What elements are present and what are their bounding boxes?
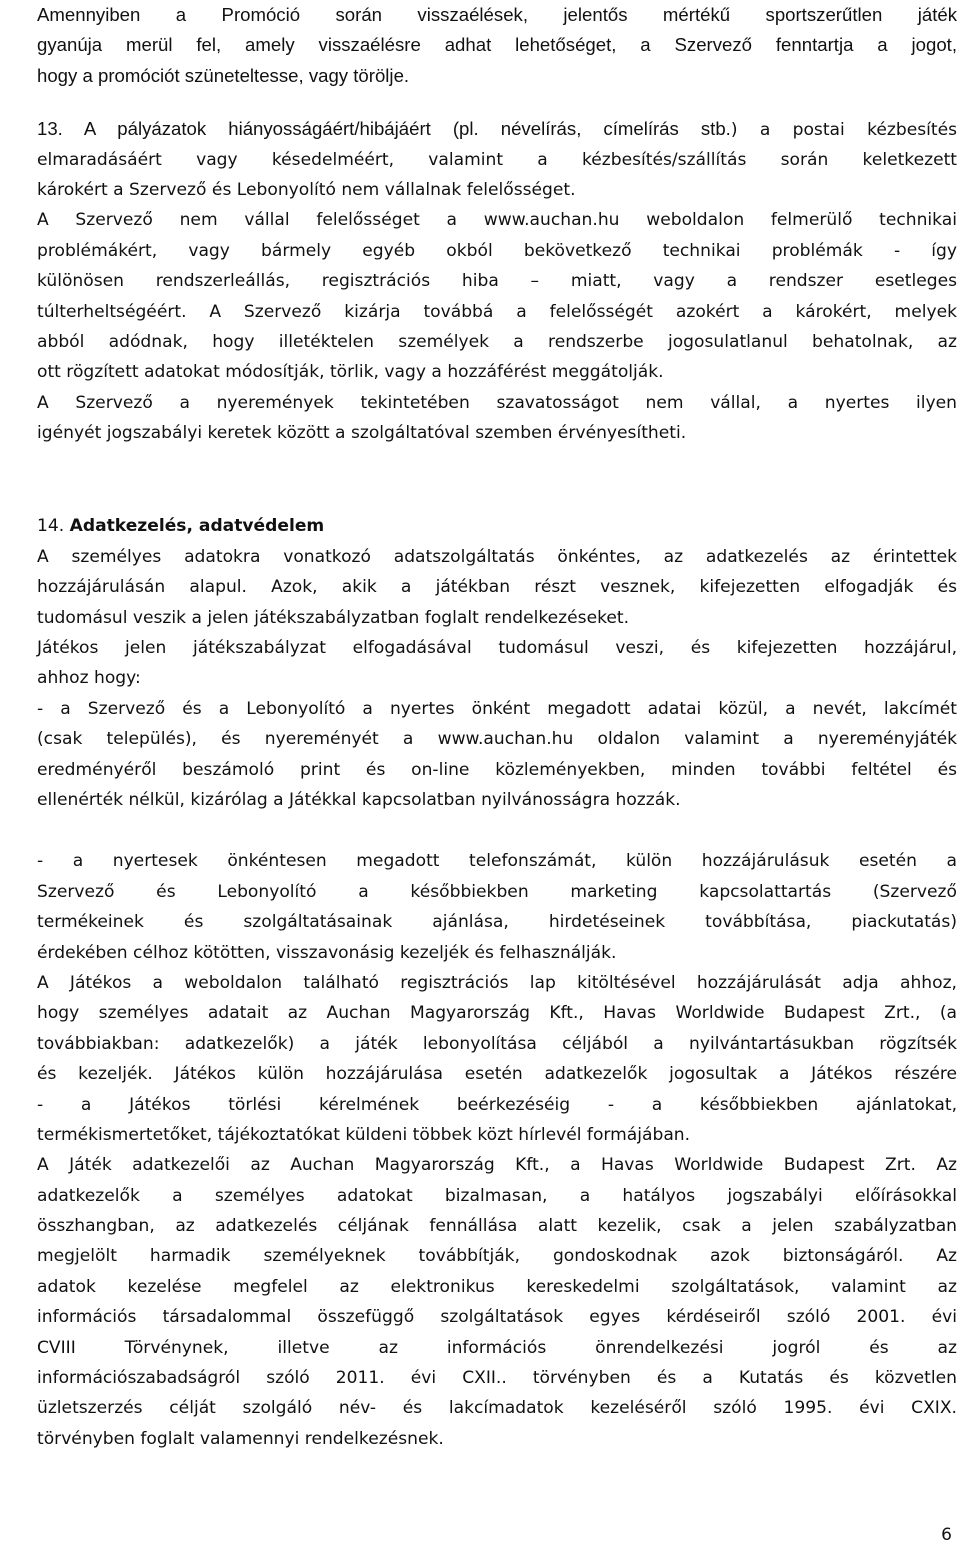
section-14-heading — [37, 511, 957, 541]
text-line: hogy a promóciót szüneteltesse, vagy törölje. — [37, 64, 410, 86]
text-line: tudomásul veszik a jelen játékszabályzatban foglalt rendelkezéseket. — [37, 607, 630, 628]
text-line: érdekében célhoz kötötten, visszavonásig kezeljék és felhasználják. — [37, 942, 617, 963]
text-line: A Játék adatkezelői az Auchan Magyarország Kft., a Havas Worldwide Budapest Zrt. Az — [37, 1155, 957, 1176]
text-line: ott rögzített adatokat módosítják, törlik, vagy a hozzáférést meggátolják. — [37, 362, 664, 383]
text-line: igényét jogszabályi keretek között a szolgáltatóval szemben érvényesítheti. — [37, 423, 687, 444]
text-line: gyanúja merül fel, amely visszaélésre adhat lehetőséget, a Szervező fenntartja a jogot, — [37, 34, 957, 56]
text-line: (csak település), és nyereményét a www.auchan.hu oldalon valamint a nyereményjáték — [37, 729, 957, 750]
paragraph-promotion-abuse — [37, 0, 957, 91]
text-line: adatkezelők a személyes adatokat bizalmasan, a hatályos jogszabályi előírásokkal — [37, 1185, 957, 1206]
text-line: hozzájárulásán alapul. Azok, akik a játékban részt vesznek, kifejezetten elfogadják és — [37, 577, 957, 598]
text-line: CVIII Törvénynek, illetve az információs önrendelkezési jogról és az — [37, 1337, 957, 1358]
section-14-title: Adatkezelés, adatvédelem — [69, 516, 325, 537]
section-gap — [37, 448, 957, 511]
text-line: termékismertetőket, tájékoztatókat küldeni többek közt hírlevél formájában. — [37, 1124, 691, 1145]
text-line: és kezeljék. Játékos külön hozzájárulása esetén adatkezelők jogosultak a Játékos részére — [37, 1064, 957, 1085]
section-13-number-text: 13. A pályázatok hiányosságáért/hibájáért (pl. névelírás, címelírás stb. — [37, 118, 731, 140]
text-line: összhangban, az adatkezelés céljának fennállása alatt kezelik, csak a jelen szabályzatban — [37, 1216, 957, 1237]
paragraph-gap — [37, 815, 957, 846]
text-line: - a Szervező és a Lebonyolító a nyertes önként megadott adatai közül, a nevét, lakcímét — [37, 698, 957, 719]
text-line: A személyes adatokra vonatkozó adatszolgáltatás önkéntes, az adatkezelés az érintettek — [37, 546, 957, 567]
page-number: 6 — [941, 1525, 952, 1545]
text-line: eredményéről beszámoló print és on-line közleményekben, minden további feltétel és — [37, 759, 957, 780]
text-line: információszabadságról szóló 2011. évi CXII.. törvényben és a Kutatás és közvetlen — [37, 1368, 957, 1389]
text-line: információs társadalommal összefüggő szolgáltatások egyes kérdéseiről szóló 2001. évi — [37, 1307, 957, 1328]
text-line: adatok kezelése megfelel az elektronikus kereskedelmi szolgáltatások, valamint az — [37, 1276, 957, 1297]
text-line: abból adódnak, hogy illetéktelen személyek a rendszerbe jogosulatlanul behatolnak, az — [37, 331, 957, 352]
section-13 — [37, 114, 957, 448]
text-line: hogy személyes adatait az Auchan Magyarország Kft., Havas Worldwide Budapest Zrt., (a — [37, 1003, 957, 1024]
text-line: ellenérték nélkül, kizárólag a Játékkal kapcsolatban nyilvánosságra hozzák. — [37, 789, 681, 810]
paragraph-gap — [37, 91, 957, 114]
text-line: Amennyiben a Promóció során visszaélések, jelentős mértékű sportszerűtlen játék — [37, 4, 957, 25]
text-line: elmaradásáért vagy késedelméért, valamint a kézbesítés/szállítás során keletkezett — [37, 149, 957, 170]
text-line: termékeinek és szolgáltatásainak ajánlása, hirdetéseinek továbbítása, piackutatás) — [37, 912, 957, 933]
text-line: A Szervező a nyeremények tekintetében szavatosságot nem vállal, a nyertes ilyen — [37, 392, 957, 413]
text-line: törvényben foglalt valamennyi rendelkezésnek. — [37, 1428, 444, 1449]
text-line: Szervező és Lebonyolító a későbbiekben marketing kapcsolattartás (Szervező — [37, 881, 957, 902]
text-line: - a Játékos törlési kérelmének beérkezéséig - a későbbiekben ajánlatokat, — [37, 1094, 957, 1115]
text-line: - a nyertesek önkéntesen megadott telefonszámát, külön hozzájárulásuk esetén a — [37, 851, 957, 872]
text-line: A Szervező nem vállal felelősséget a www.auchan.hu weboldalon felmerülő technikai — [37, 210, 957, 231]
text-line: Játékos jelen játékszabályzat elfogadásával tudomásul veszi, és kifejezetten hozzájárul, — [37, 638, 957, 659]
text-line: problémákért, vagy bármely egyéb okból bekövetkező technikai problémák - így — [37, 240, 957, 261]
text-line: üzletszerzés célját szolgáló név- és lakcímadatok kezeléséről szóló 1995. évi CXIX. — [37, 1398, 957, 1419]
document-page — [37, 0, 957, 1454]
text-line: megjelölt harmadik személyeknek továbbítják, gondoskodnak azok biztonságáról. Az — [37, 1246, 957, 1267]
text-line: továbbiakban: adatkezelők) a játék lebonyolítása céljából a nyilvántartásukban rögzítsék — [37, 1033, 957, 1054]
section-13-first-line — [37, 114, 957, 144]
text-line: károkért a Szervező és Lebonyolító nem vállalnak felelősséget. — [37, 179, 576, 200]
section-14-number: 14. — [37, 516, 70, 537]
text-line: túlterheltségéért. A Szervező kizárja továbbá a felelősségét azokért a károkért, melyek — [37, 301, 957, 322]
text-line: A Játékos a weboldalon található regisztrációs lap kitöltésével hozzájárulását adja ahhoz, — [37, 972, 957, 993]
text-line: ahhoz hogy: — [37, 668, 141, 689]
text-line: különösen rendszerleállás, regisztrációs hiba – miatt, vagy a rendszer esetleges — [37, 271, 957, 292]
section-13-first-line-rest: ) a postai kézbesítés — [730, 120, 957, 141]
section-14 — [37, 511, 957, 1454]
